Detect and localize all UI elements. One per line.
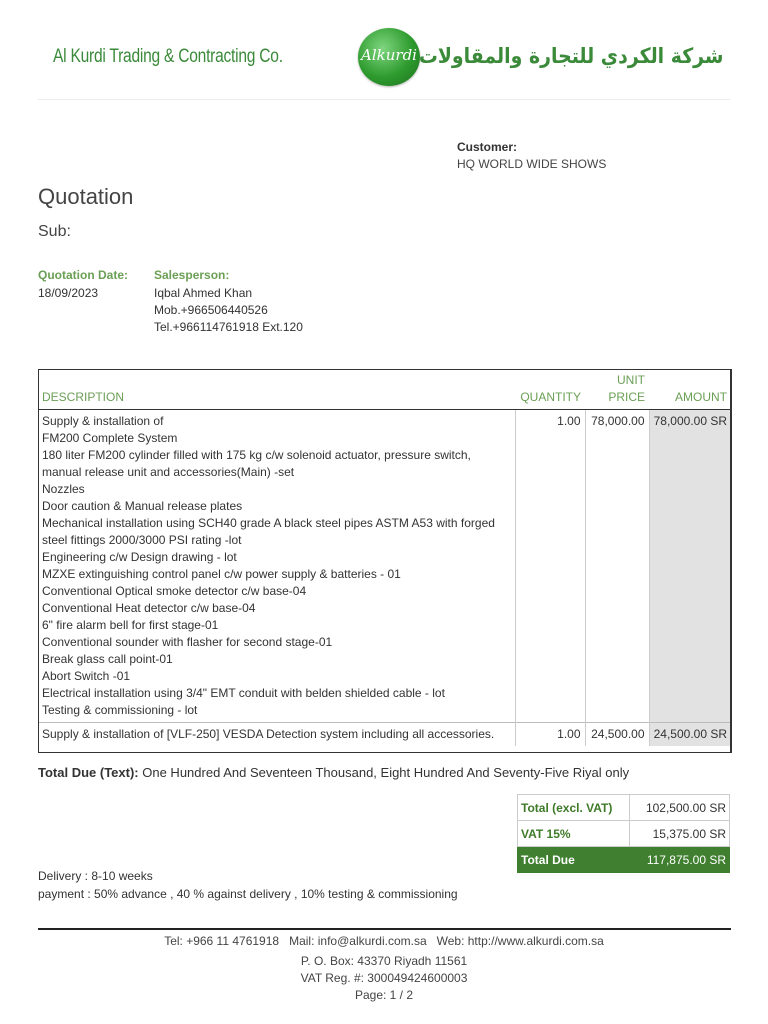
row-quantity: 1.00 [515, 723, 585, 747]
col-unit-price: UNIT PRICE [585, 369, 649, 410]
row-description: Supply & installation of [VLF-250] VESDA Detection system including all accessories. [38, 723, 515, 747]
vat-row: VAT 15% 15,375.00 SR [518, 821, 730, 847]
table-row [38, 410, 731, 723]
payment-terms: payment : 50% advance , 40 % against delivery , 10% testing & commissioning [38, 887, 458, 901]
table-header-row [38, 369, 731, 410]
row-description: Supply & installation of FM200 Complete System 180 liter FM200 cylinder filled with 175 kg c/w solenoid actuator, pressure switch, manual release unit and accessories(Main) -set Nozzles Door caution & Manual release plates Mechanical installation using SCH40 grade A black steel pipes ASTM A53 with forged steel fittings 2000/3000 PSI rating -lot Engineering c/w Design drawing - lot MZXE extinguishing control panel c/w power supply & batteries - 01 Conventional Optical smoke detector c/w base-04 Conventional Heat detector c/w base-04 6" fire alarm bell for first stage-01 Conventional sounder with flasher for second stage-01 Break glass call point-01 Abort Switch -01 Electrical installation using 3/4" EMT conduit with belden shielded cable - lot Testing & commissioning - lot [42, 414, 495, 717]
total-due-text-label: Total Due (Text): [38, 765, 139, 780]
table-row [38, 723, 731, 747]
total-due-row: Total Due 117,875.00 SR [518, 847, 730, 873]
quotation-date: 18/09/2023 [38, 286, 99, 300]
quotation-date-label: Quotation Date: [38, 268, 128, 282]
footer-divider [38, 928, 731, 930]
page-title: Quotation [38, 184, 134, 209]
row-quantity: 1.00 [515, 410, 585, 723]
subtotal-row: Total (excl. VAT) 102,500.00 SR [518, 795, 730, 821]
total-due-text [38, 765, 629, 780]
total-due-text-value: One Hundred And Seventeen Thousand, Eight Hundred And Seventy-Five Riyal only [142, 765, 630, 780]
subject-label: Sub: [38, 223, 71, 240]
header-divider [38, 99, 730, 100]
salesperson-label: Salesperson: [154, 268, 230, 282]
totals-table [517, 794, 730, 873]
salesperson-mobile: Mob.+966506440526 [154, 303, 268, 317]
row-unit-price: 24,500.00 [585, 723, 649, 747]
page-number: Page: 1 / 2 [354, 988, 414, 1002]
row-amount: 78,000.00 SR [649, 410, 731, 723]
row-unit-price: 78,000.00 [585, 410, 649, 723]
footer-po-box: P. O. Box: 43370 Riyadh 11561 [300, 954, 468, 968]
col-description: DESCRIPTION [38, 369, 515, 410]
footer-contact: Tel: +966 11 4761918 Mail: info@alkurdi.com.sa Web: http://www.alkurdi.com.sa [164, 934, 604, 948]
footer-vat-reg: VAT Reg. #: 300049424600003 [300, 971, 468, 985]
delivery-terms: Delivery : 8-10 weeks [38, 869, 153, 883]
col-quantity: QUANTITY [515, 369, 585, 410]
salesperson-name: Iqbal Ahmed Khan [154, 286, 253, 300]
customer-label: Customer: [457, 140, 518, 154]
company-name-en: Al Kurdi Trading & Contracting Co. [53, 46, 283, 67]
row-amount: 24,500.00 SR [649, 723, 731, 747]
items-table [38, 369, 731, 746]
company-name-ar: شركة الكردي للتجارة والمقاولات [419, 44, 724, 68]
col-amount: AMOUNT [649, 369, 731, 410]
logo-text: Alkurdi [361, 46, 417, 64]
salesperson-info [154, 285, 303, 336]
salesperson-phone: Tel.+966114761918 Ext.120 [154, 320, 303, 334]
company-logo [358, 28, 420, 86]
customer-name: HQ WORLD WIDE SHOWS [457, 157, 607, 171]
